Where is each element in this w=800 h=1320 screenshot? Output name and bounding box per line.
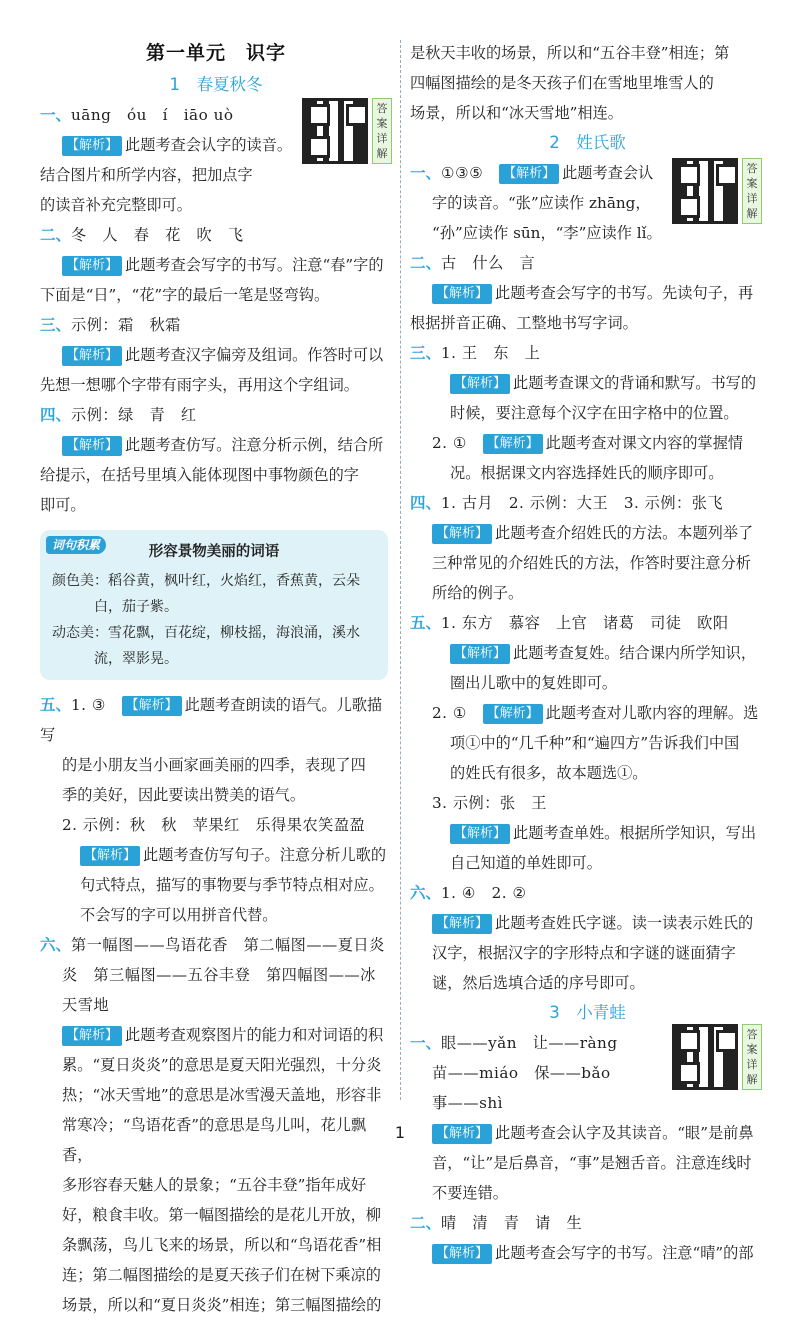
- answer-text: 示例：绿 青 红: [71, 406, 197, 424]
- analysis-tag: 【解析】: [432, 284, 492, 304]
- text-line: [40, 780, 392, 810]
- analysis-line: [410, 818, 765, 848]
- analysis-tag: 【解析】: [62, 436, 122, 456]
- answer-line: [410, 488, 765, 518]
- analysis-text: 此题考查会认字及其读音。“眼”是前鼻: [495, 1124, 754, 1142]
- question-number: 一、: [410, 1034, 442, 1052]
- text-line: [40, 1290, 392, 1320]
- right-column: [410, 38, 765, 1268]
- text-line: [40, 1170, 392, 1200]
- question-number: 三、: [410, 344, 442, 362]
- analysis-text: 谜，然后选填合适的序号即可。: [432, 974, 645, 992]
- answer-line: [40, 100, 392, 130]
- analysis-tag: 【解析】: [62, 136, 122, 156]
- analysis-text: 下面是“日”，“花”字的最后一笔是竖弯钩。: [40, 286, 330, 304]
- analysis-text: 此题考查姓氏字谜。读一读表示姓氏的: [495, 914, 754, 932]
- answer-line: [40, 810, 392, 840]
- question-number: 二、: [410, 1214, 442, 1232]
- lesson-2-answers: [410, 158, 765, 998]
- text-line: [40, 160, 392, 190]
- text-line: [40, 1230, 392, 1260]
- answer-line: [410, 338, 765, 368]
- column-divider: [400, 40, 401, 1100]
- vocabulary-title: 形容景物美丽的词语: [148, 544, 280, 560]
- analysis-text: 此题考查会写字的书写。注意“晴”的部: [495, 1244, 754, 1262]
- analysis-text: 先想一想哪个字带有雨字头，再用这个字组词。: [40, 376, 359, 394]
- analysis-text: 圈出儿歌中的复姓即可。: [450, 674, 618, 692]
- text-line: [410, 848, 765, 878]
- answer-text: 1. 王 东 上: [441, 344, 541, 362]
- analysis-text: 此题考查朗读的语气。儿歌描写: [40, 696, 383, 744]
- answer-text: 3. 示例：张 王: [432, 794, 547, 812]
- analysis-text: 所给的例子。: [432, 584, 524, 602]
- analysis-text: 项①中的“几千种”和“遍四方”告诉我们中国: [450, 734, 740, 752]
- analysis-text: 汉字，根据汉字的字形特点和字谜的谜面猜字: [432, 944, 736, 962]
- answer-line: [40, 930, 392, 960]
- analysis-tag: 【解析】: [432, 1244, 492, 1264]
- analysis-text: 此题考查介绍姓氏的方法。本题列举了: [495, 524, 754, 542]
- answer-line: [40, 960, 392, 990]
- vocabulary-line: 动态美：雪花飘，百花绽，柳枝摇，海浪涌，溪水: [52, 625, 360, 641]
- answer-text: 1. 古月 2. 示例：大王 3. 示例：张飞: [441, 494, 724, 512]
- answer-text: 1. ④ 2. ②: [441, 884, 527, 902]
- answer-text: 冬 人 春 花 吹 飞: [71, 226, 244, 244]
- text-line: [410, 968, 765, 998]
- text-line: [40, 1050, 392, 1080]
- answer-line: [40, 400, 392, 430]
- analysis-line: [410, 278, 765, 308]
- analysis-tag: 【解析】: [80, 846, 140, 866]
- analysis-text: 此题考查会认: [562, 164, 654, 182]
- text-line: [40, 1080, 392, 1110]
- question-number: 五、: [40, 696, 72, 714]
- text-line: [410, 668, 765, 698]
- answer-line: [410, 1088, 765, 1118]
- analysis-text: 四幅图描绘的是冬天孩子们在雪地里堆雪人的: [410, 74, 714, 92]
- analysis-tag: 【解析】: [432, 524, 492, 544]
- analysis-tag: 【解析】: [432, 914, 492, 934]
- analysis-text: 时候，要注意每个汉字在田字格中的位置。: [450, 404, 739, 422]
- analysis-text: 即可。: [40, 496, 86, 514]
- analysis-text: 根据拼音正确、工整地书写字词。: [410, 314, 638, 332]
- analysis-tag: 【解析】: [122, 696, 182, 716]
- text-line: [410, 308, 765, 338]
- text-line: [410, 578, 765, 608]
- analysis-text: 此题考查汉字偏旁及组词。作答时可以: [125, 346, 384, 364]
- text-line: [410, 458, 765, 488]
- text-line: [410, 188, 765, 218]
- answer-text: uāng óu í iāo uò: [71, 106, 234, 124]
- analysis-text: 结合图片和所学内容，把加点字: [40, 166, 253, 184]
- answer-text: 2. ①: [432, 704, 483, 722]
- answer-line: [410, 1028, 765, 1058]
- text-line: [410, 758, 765, 788]
- qr-label: 答案详解: [742, 158, 762, 224]
- answer-text: 第一幅图——鸟语花香 第二幅图——夏日炎: [71, 936, 385, 954]
- text-line: [40, 280, 392, 310]
- question-number: 四、: [410, 494, 442, 512]
- analysis-line: [410, 908, 765, 938]
- analysis-text: 自己知道的单姓即可。: [450, 854, 602, 872]
- analysis-text: 场景，所以和“冰天雪地”相连。: [410, 104, 623, 122]
- answer-line: [410, 1058, 765, 1088]
- text-line: [410, 1148, 765, 1178]
- analysis-line: [410, 518, 765, 548]
- answer-line: [410, 608, 765, 638]
- analysis-text: 此题考查课文的背诵和默写。书写的: [513, 374, 757, 392]
- analysis-text: 句式特点，描写的事物要与季节特点相对应。: [80, 876, 384, 894]
- lesson-3-answers: [410, 1028, 765, 1268]
- text-line: [410, 548, 765, 578]
- text-line: [410, 398, 765, 428]
- answer-line: [410, 788, 765, 818]
- analysis-line: [40, 130, 392, 160]
- answer-text: 苗——miáo 保——bǎo: [432, 1064, 611, 1082]
- question-number: 二、: [40, 226, 72, 244]
- analysis-text: 此题考查仿写。注意分析示例，结合所: [125, 436, 384, 454]
- text-line: [40, 750, 392, 780]
- answer-text: 天雪地: [62, 996, 110, 1014]
- analysis-text: 字的读音。“张”应读作 zhāng，: [432, 194, 651, 212]
- text-line: [40, 1260, 392, 1290]
- answer-line: [40, 990, 392, 1020]
- analysis-text: 的姓氏有很多，故本题选①。: [450, 764, 648, 782]
- analysis-text: 是秋天丰收的场景，所以和“五谷丰登”相连；第: [410, 44, 730, 62]
- lesson-1-title: 1 春夏秋冬: [169, 75, 263, 94]
- analysis-tag: 【解析】: [499, 164, 559, 184]
- text-line: [40, 490, 392, 520]
- analysis-text: 的读音补充完整即可。: [40, 196, 192, 214]
- answer-line: [410, 878, 765, 908]
- text-line: [410, 68, 765, 98]
- analysis-text: 此题考查单姓。根据所学知识，写出: [513, 824, 757, 842]
- analysis-text: 此题考查会写字的书写。先读句子，再: [495, 284, 754, 302]
- analysis-text: 此题考查复姓。结合课内所学知识，: [513, 644, 757, 662]
- answer-text: 晴 清 青 请 生: [441, 1214, 583, 1232]
- analysis-tag: 【解析】: [450, 824, 510, 844]
- analysis-text: 此题考查对儿歌内容的理解。选: [545, 704, 759, 722]
- text-line: [40, 460, 392, 490]
- analysis-line: [40, 340, 392, 370]
- analysis-line: [410, 1238, 765, 1268]
- analysis-text: 况。根据课文内容选择姓氏的顺序即可。: [450, 464, 724, 482]
- analysis-line: [40, 430, 392, 460]
- answer-text: 事——shì: [432, 1094, 503, 1112]
- text-line: [410, 218, 765, 248]
- text-line: [40, 870, 392, 900]
- vocabulary-box: [40, 530, 388, 680]
- answer-text: ①③⑤: [441, 164, 500, 182]
- analysis-text: 此题考查观察图片的能力和对词语的积: [125, 1026, 384, 1044]
- question-number: 五、: [410, 614, 442, 632]
- text-line: [410, 1178, 765, 1208]
- text-line: [410, 728, 765, 758]
- analysis-text: 三种常见的介绍姓氏的方法，作答时要注意分析: [432, 554, 751, 572]
- lesson-1-answers-continued: [40, 690, 392, 1320]
- question-number: 三、: [40, 316, 72, 334]
- analysis-text: 好，粮食丰收。第一幅图描绘的是花儿开放，柳: [62, 1206, 381, 1224]
- analysis-text: 条飘荡，鸟儿飞来的场景，所以和“鸟语花香”相: [62, 1236, 382, 1254]
- question-number: 四、: [40, 406, 72, 424]
- answer-line: [410, 698, 765, 728]
- analysis-text: 多形容春天魅人的景象；“五谷丰登”指年成好: [62, 1176, 367, 1194]
- answer-line: [410, 248, 765, 278]
- analysis-text: 此题考查会写字的书写。注意“春”字的: [125, 256, 384, 274]
- answer-text: 2. 示例：秋 秋 苹果红 乐得果农笑盈盈: [62, 816, 366, 834]
- analysis-text: 季的美好，因此要读出赞美的语气。: [62, 786, 305, 804]
- analysis-tag: 【解析】: [432, 1124, 492, 1144]
- text-line: [40, 900, 392, 930]
- qr-label: 答案详解: [372, 98, 392, 164]
- question-number: 六、: [410, 884, 442, 902]
- vocabulary-line: 流，翠影晃。: [94, 651, 178, 667]
- analysis-text: 不会写的字可以用拼音代替。: [80, 906, 278, 924]
- answer-line: [40, 220, 392, 250]
- text-line: [410, 98, 765, 128]
- answer-line: [40, 310, 392, 340]
- answer-text: 2. ①: [432, 434, 483, 452]
- question-number: 二、: [410, 254, 442, 272]
- analysis-text: 热；“冰天雪地”的意思是冰雪漫天盖地，形容非: [62, 1086, 382, 1104]
- answer-text: 1. ③: [71, 696, 122, 714]
- analysis-text: 不要连错。: [432, 1184, 508, 1202]
- answer-text: 眼——yǎn 让——ràng: [441, 1034, 618, 1052]
- text-line: [410, 38, 765, 68]
- analysis-text: “孙”应读作 sūn，“李”应读作 lǐ。: [432, 224, 662, 242]
- analysis-text: 连；第二幅图描绘的是夏天孩子们在树下乘凉的: [62, 1266, 381, 1284]
- question-number: 一、: [40, 106, 72, 124]
- analysis-tag: 【解析】: [62, 256, 122, 276]
- analysis-tag: 【解析】: [450, 644, 510, 664]
- analysis-text: 此题考查对课文内容的掌握情: [545, 434, 744, 452]
- analysis-tag: 【解析】: [483, 704, 543, 724]
- page-number: 1: [394, 1123, 406, 1142]
- lesson-3-title: 3 小青蛙: [549, 1003, 626, 1022]
- analysis-tag: 【解析】: [62, 346, 122, 366]
- unit-title: 第一单元 识字: [145, 42, 286, 64]
- analysis-text: 累。“夏日炎炎”的意思是夏天阳光强烈，十分炎: [62, 1056, 382, 1074]
- text-line: [40, 1200, 392, 1230]
- analysis-text: 给提示，在括号里填入能体现图中事物颜色的字: [40, 466, 359, 484]
- answer-text: 炎 第三幅图——五谷丰登 第四幅图——冰: [62, 966, 376, 984]
- analysis-line: [40, 250, 392, 280]
- analysis-line: [40, 840, 392, 870]
- answer-line: [410, 158, 765, 188]
- analysis-text: 此题考查仿写句子。注意分析儿歌的: [143, 846, 387, 864]
- text-line: [40, 370, 392, 400]
- answer-line: [410, 428, 765, 458]
- analysis-tag: 【解析】: [483, 434, 543, 454]
- lesson-1-answers: [40, 100, 392, 520]
- analysis-text: 的是小朋友当小画家画美丽的四季，表现了四: [62, 756, 366, 774]
- analysis-line: [410, 638, 765, 668]
- analysis-line: [40, 1020, 392, 1050]
- text-line: [40, 190, 392, 220]
- question-number: 一、: [410, 164, 442, 182]
- answer-text: 示例：霜 秋霜: [71, 316, 181, 334]
- vocabulary-line: 颜色美：稻谷黄，枫叶红，火焰红，香蕉黄，云朵: [52, 573, 360, 589]
- text-line: [410, 938, 765, 968]
- lesson-2-title: 2 姓氏歌: [549, 133, 626, 152]
- analysis-tag: 【解析】: [62, 1026, 122, 1046]
- answer-text: 古 什么 言: [441, 254, 536, 272]
- vocabulary-badge: 词句积累: [46, 536, 106, 554]
- answer-text: 1. 东方 慕容 上官 诸葛 司徒 欧阳: [441, 614, 729, 632]
- vocabulary-line: 白，茄子紫。: [94, 599, 178, 615]
- question-number: 六、: [40, 936, 72, 954]
- analysis-line: [410, 368, 765, 398]
- analysis-text: 常寒冷；“鸟语花香”的意思是鸟儿叫，花儿飘香，: [62, 1116, 367, 1164]
- analysis-text: 音，“让”是后鼻音，“事”是翘舌音。注意连线时: [432, 1154, 752, 1172]
- analysis-tag: 【解析】: [450, 374, 510, 394]
- qr-label: 答案详解: [742, 1024, 762, 1090]
- analysis-text: 场景，所以和“夏日炎炎”相连；第三幅图描绘的: [62, 1296, 382, 1314]
- analysis-text: 此题考查会认字的读音。: [125, 136, 293, 154]
- answer-line: [410, 1208, 765, 1238]
- answer-line: [40, 690, 392, 750]
